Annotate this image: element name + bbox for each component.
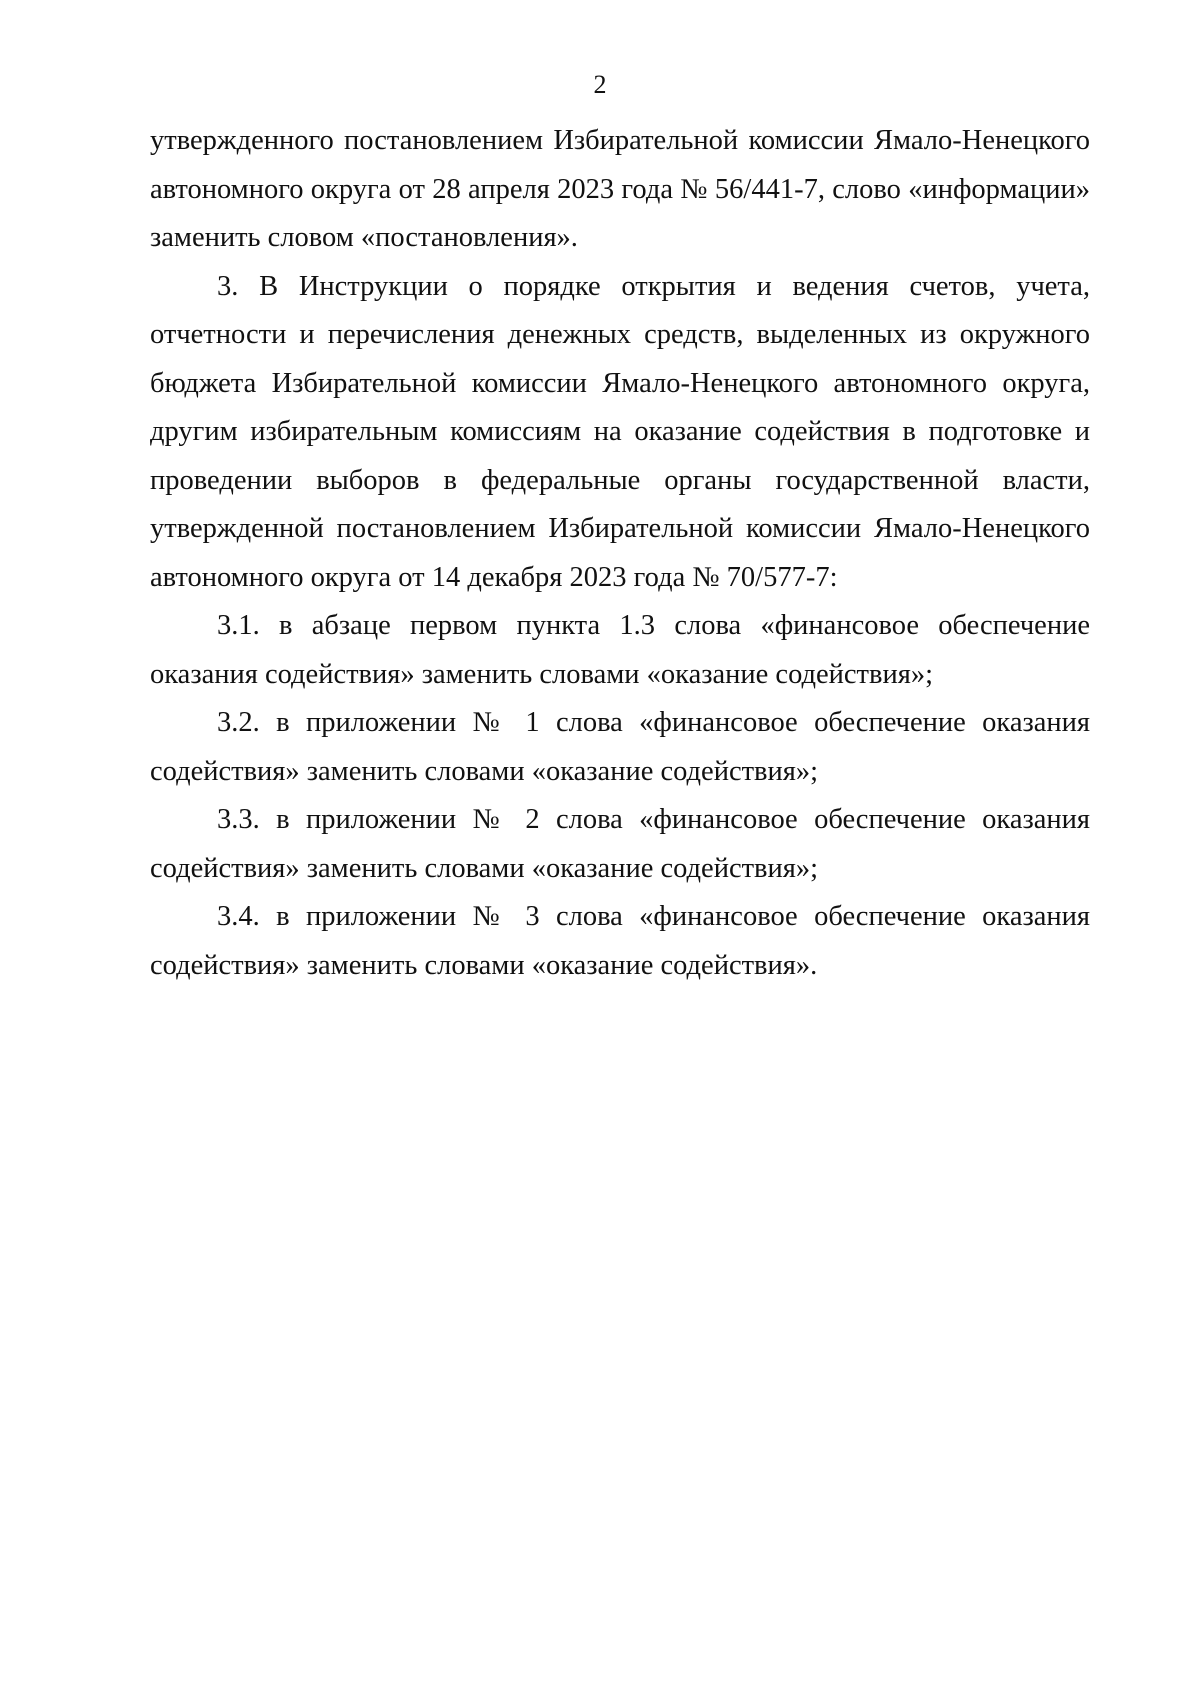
document-body: [150, 117, 1090, 990]
page-number: 2: [593, 70, 607, 99]
paragraph-item-3-4: 3.4. в приложении № 3 слова «финансовое обеспечение оказания содействия» заменить словами «оказание содействия».: [150, 901, 1090, 981]
paragraph-item-3-2: 3.2. в приложении № 1 слова «финансовое обеспечение оказания содействия» заменить словами «оказание содействия»;: [150, 707, 1090, 787]
paragraph-item-3: 3. В Инструкции о порядке открытия и ведения счетов, учета, отчетности и перечисления денежных средств, выделенных из окружного бюджета Избирательной комиссии Ямало-Ненецкого автономного округа, другим избирательным комиссиям на оказание содействия в подготовке и проведении выборов в федеральные органы государственной власти, утвержденной постановлением Избирательной комиссии Ямало-Ненецкого автономного округа от 14 декабря 2023 года № 70/577-7:: [150, 270, 1090, 593]
paragraph-continuation: утвержденного постановлением Избирательной комиссии Ямало-Ненецкого автономного округа от 28 апреля 2023 года № 56/441-7, слово «информации» заменить словом «постановления».: [150, 125, 1090, 253]
paragraph-item-3-1: 3.1. в абзаце первом пункта 1.3 слова «финансовое обеспечение оказания содействия» заменить словами «оказание содействия»;: [150, 610, 1090, 690]
paragraph-item-3-3: 3.3. в приложении № 2 слова «финансовое обеспечение оказания содействия» заменить словами «оказание содействия»;: [150, 804, 1090, 884]
